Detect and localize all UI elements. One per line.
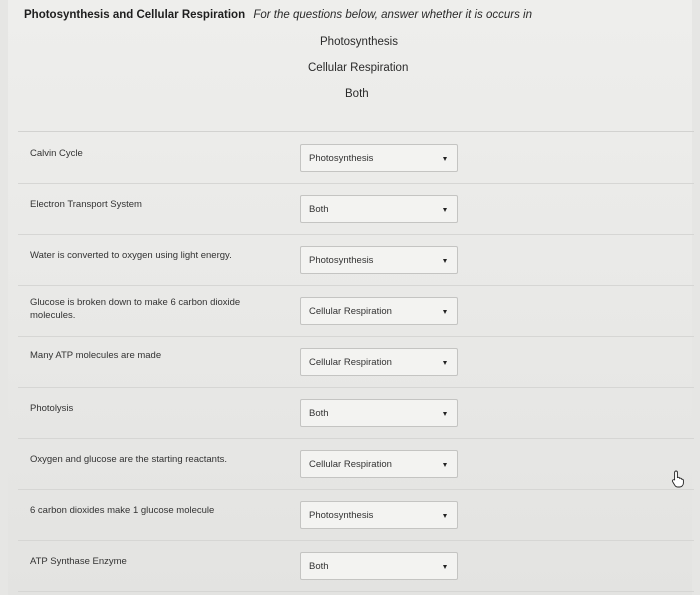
question-text: Oxygen and glucose are the starting reactants. (30, 454, 227, 465)
question-text: Electron Transport System (30, 199, 142, 210)
chevron-down-icon (443, 310, 447, 314)
answer-select[interactable] (300, 195, 458, 223)
quiz-page (8, 0, 692, 595)
chevron-down-icon (443, 157, 447, 161)
question-row (18, 388, 694, 439)
question-row (18, 133, 694, 184)
select-value: Cellular Respiration (309, 357, 392, 368)
select-value: Photosynthesis (309, 255, 374, 266)
chevron-down-icon (443, 514, 447, 518)
question-text: Calvin Cycle (30, 148, 83, 159)
option-photosynthesis: Photosynthesis (320, 36, 398, 48)
question-row (18, 235, 694, 286)
select-value: Cellular Respiration (309, 306, 392, 317)
question-row (18, 490, 694, 541)
option-cellular-respiration: Cellular Respiration (308, 62, 409, 74)
select-value: Both (309, 408, 329, 419)
question-text: Water is converted to oxygen using light energy. (30, 250, 232, 261)
quiz-header (24, 9, 532, 21)
question-row (18, 184, 694, 235)
answer-select[interactable] (300, 348, 458, 376)
option-both: Both (345, 88, 369, 100)
question-text: Glucose is broken down to make 6 carbon dioxide molecules. (30, 297, 241, 321)
question-row (18, 337, 694, 388)
question-text: 6 carbon dioxides make 1 glucose molecule (30, 505, 215, 516)
select-value: Both (309, 561, 329, 572)
chevron-down-icon (443, 565, 447, 569)
header-divider (18, 131, 694, 132)
chevron-down-icon (443, 463, 447, 467)
chevron-down-icon (443, 208, 447, 212)
quiz-title: Photosynthesis and Cellular Respiration (24, 9, 246, 21)
answer-select[interactable] (300, 246, 458, 274)
question-text: Many ATP molecules are made (30, 350, 162, 361)
select-value: Cellular Respiration (309, 459, 392, 470)
question-text: Photolysis (30, 403, 74, 414)
question-row (18, 439, 694, 490)
hand-pointer-icon (671, 470, 685, 488)
answer-select[interactable] (300, 450, 458, 478)
question-text: ATP Synthase Enzyme (30, 556, 127, 567)
answer-select[interactable] (300, 552, 458, 580)
answer-select[interactable] (300, 144, 458, 172)
chevron-down-icon (443, 259, 447, 263)
answer-select[interactable] (300, 399, 458, 427)
select-value: Photosynthesis (309, 153, 374, 164)
select-value: Both (309, 204, 329, 215)
quiz-instructions: For the questions below, answer whether it is occurs in (253, 9, 533, 21)
question-row (18, 286, 694, 337)
question-row (18, 541, 694, 592)
answer-select[interactable] (300, 501, 458, 529)
chevron-down-icon (443, 361, 447, 365)
select-value: Photosynthesis (309, 510, 374, 521)
chevron-down-icon (443, 412, 447, 416)
answer-select[interactable] (300, 297, 458, 325)
